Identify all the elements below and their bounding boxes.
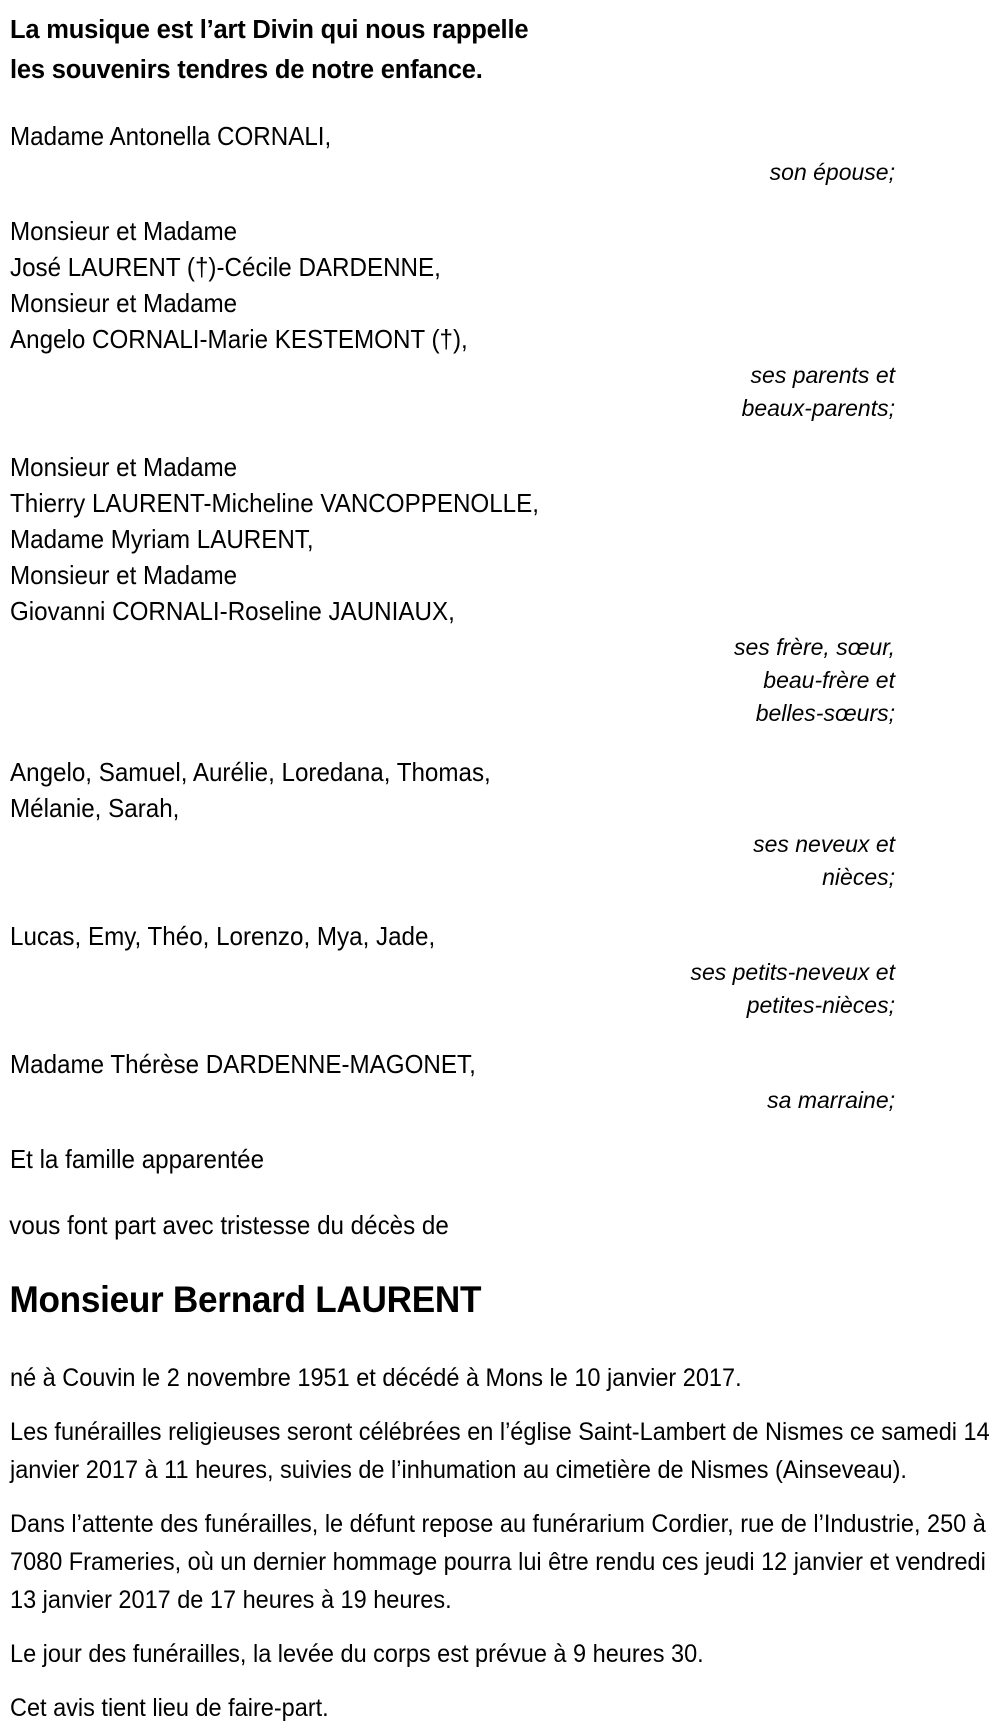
family-relation-line: ses parents et bbox=[750, 362, 895, 388]
detail-paragraph: Le jour des funérailles, la levée du corps est prévue à 9 heures 30. bbox=[10, 1640, 704, 1668]
family-relation-label bbox=[10, 359, 990, 425]
detail-paragraph: Cet avis tient lieu de faire-part. bbox=[10, 1694, 329, 1722]
epigraph-quote bbox=[0, 0, 1000, 90]
funeral-details bbox=[0, 1359, 1000, 1727]
detail-paragraph: Dans l’attente des funérailles, le défunt repose au funérarium Cordier, rue de l’Industrie, 250 à 7080 Frameries, où un dernier hommage pourra lui être rendu ces jeudi 12 janvier et vendredi 13 janvier 2017 de 17 heures à 19 heures. bbox=[10, 1510, 986, 1614]
family-relation-line: belles-sœurs; bbox=[755, 700, 895, 726]
family-names bbox=[10, 1141, 921, 1177]
family-names bbox=[10, 754, 921, 826]
family-relation-line: ses petits-neveux et bbox=[690, 959, 895, 985]
family-name-line: Angelo, Samuel, Aurélie, Loredana, Thomas, bbox=[10, 757, 491, 787]
epigraph-line: La musique est l’art Divin qui nous rappelle bbox=[10, 16, 529, 44]
family-list bbox=[0, 118, 1000, 1177]
family-group bbox=[10, 1141, 990, 1177]
family-relation-line: son épouse; bbox=[769, 159, 895, 185]
family-group bbox=[10, 754, 990, 894]
family-relation-line: sa marraine; bbox=[767, 1087, 895, 1113]
family-group bbox=[10, 118, 990, 189]
family-name-line: José LAURENT (†)-Cécile DARDENNE, bbox=[10, 252, 441, 282]
family-group bbox=[10, 918, 990, 1022]
family-name-line: Monsieur et Madame bbox=[10, 288, 238, 318]
family-names bbox=[10, 449, 921, 629]
family-names bbox=[10, 918, 921, 954]
family-group bbox=[10, 449, 990, 730]
family-relation-line: ses neveux et bbox=[753, 831, 895, 857]
family-name-line: Thierry LAURENT-Micheline VANCOPPENOLLE, bbox=[10, 488, 539, 518]
family-name-line: Monsieur et Madame bbox=[10, 560, 238, 590]
family-names bbox=[10, 213, 921, 357]
family-names bbox=[10, 1046, 921, 1082]
family-group bbox=[10, 1046, 990, 1117]
family-relation-label bbox=[10, 631, 990, 730]
family-names bbox=[10, 118, 921, 154]
family-relation-line: beaux-parents; bbox=[741, 395, 895, 421]
announcement-verb-line: vous font part avec tristesse du décès de bbox=[9, 1210, 449, 1240]
family-name-line: Lucas, Emy, Théo, Lorenzo, Mya, Jade, bbox=[10, 921, 436, 951]
family-relation-label bbox=[10, 156, 990, 189]
deceased-name: Monsieur Bernard LAURENT bbox=[9, 1279, 482, 1320]
family-name-line: Monsieur et Madame bbox=[10, 452, 238, 482]
family-relation-line: petites-nièces; bbox=[746, 992, 895, 1018]
family-name-line: Et la famille apparentée bbox=[10, 1144, 265, 1174]
epigraph-line: les souvenirs tendres de notre enfance. bbox=[10, 56, 483, 84]
family-name-line: Mélanie, Sarah, bbox=[10, 793, 180, 823]
family-relation-line: nièces; bbox=[822, 864, 895, 890]
detail-paragraph: Les funérailles religieuses seront célébrées en l’église Saint-Lambert de Nismes ce samedi 14 janvier 2017 à 11 heures, suivies de l’inhumation au cimetière de Nismes (Ainseveau). bbox=[10, 1418, 990, 1484]
family-name-line: Madame Antonella CORNALI, bbox=[10, 121, 332, 151]
family-relation-line: ses frère, sœur, bbox=[733, 634, 895, 660]
family-group bbox=[10, 213, 990, 425]
detail-paragraph: né à Couvin le 2 novembre 1951 et décédé à Mons le 10 janvier 2017. bbox=[10, 1364, 742, 1392]
family-relation-line: beau-frère et bbox=[763, 667, 895, 693]
family-name-line: Angelo CORNALI-Marie KESTEMONT (†), bbox=[10, 324, 468, 354]
family-name-line: Madame Thérèse DARDENNE-MAGONET, bbox=[10, 1049, 476, 1079]
family-name-line: Giovanni CORNALI-Roseline JAUNIAUX, bbox=[10, 596, 455, 626]
family-relation-label bbox=[10, 956, 990, 1022]
family-relation-label bbox=[10, 1084, 990, 1117]
family-name-line: Monsieur et Madame bbox=[10, 216, 238, 246]
family-name-line: Madame Myriam LAURENT, bbox=[10, 524, 314, 554]
family-relation-label bbox=[10, 828, 990, 894]
